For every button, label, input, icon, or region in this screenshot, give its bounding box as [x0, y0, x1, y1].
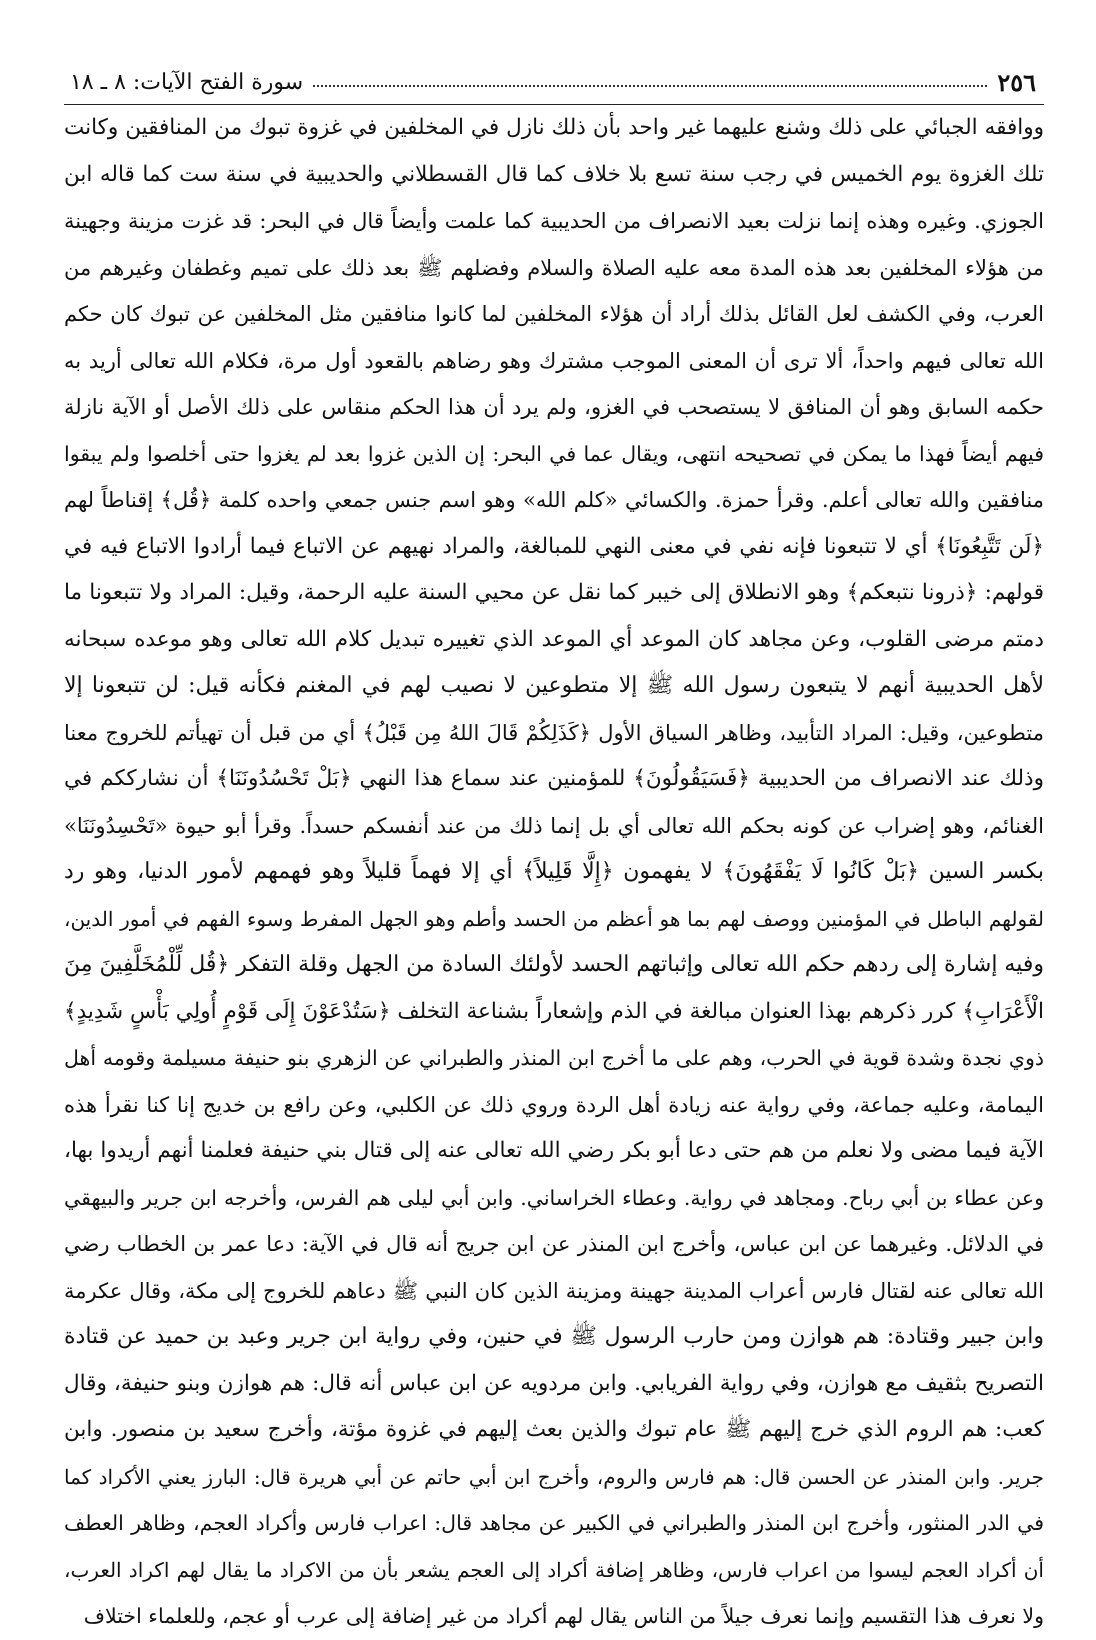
text-line: في الدر المنثور، وأخرج ابن المنذر والطبراني في الكبير عن مجاهد قال: اعراب فارس وأكراد العجم، وظاهر العطف: [64, 1511, 1044, 1535]
text-line: الغنائم، وهو إضراب عن كونه بحكم الله تعالى أي بل إنما ذلك من عند أنفسكم حسداً. وقرأ أبو حيوة «تَحْسِدُونَنَا»: [64, 813, 1044, 838]
book-page: [64, 60, 1044, 1628]
text-line: العرب، وفي الكشف لعل القائل بذلك أراد أن هؤلاء المخلفين لما كانوا منافقين مثل المخلفين عن تبوك كان حكم: [64, 302, 1044, 326]
text-line: الْأَعْرَابِ﴾ كرر ذكرهم بهذا العنوان مبالغة في الذم وإشعاراً بشناعة التخلف ﴿سَتُدْعَوْنَ إِلَى قَوْمٍ أُولِي بَأْسٍ شَدِيدٍ﴾: [64, 998, 1044, 1024]
text-line: كعب: هم الروم الذي خرج إليهم ﷺ عام تبوك والذين بعث إليهم في غزوة مؤتة، وأخرج سعيد بن منصور. وابن: [64, 1417, 1044, 1442]
text-line: ولا نعرف هذا التقسيم وإنما نعرف جيلاً من الناس يقال لهم أكراد من غير إضافة إلى عرب أو عجم، وللعلماء اختلاف: [83, 1604, 1044, 1628]
text-line: الآية فيما مضى ولا نعلم من هم حتى دعا أبو بكر رضي الله تعالى عنه إلى قتال بني حنيفة فعلمنا أنهم أريدوا بها،: [64, 1138, 1044, 1163]
text-line: وفيه إشارة إلى ردهم حكم الله تعالى وإثباتهم الحسد لأولئك السادة من الجهل وقلة التفكر ﴿قُل لِّلْمُخَلَّفِينَ مِنَ: [64, 952, 1044, 977]
text-line: تلك الغزوة يوم الخميس في رجب سنة تسع بلا خلاف كما قال القسطلاني والحديبية في سنة ست كما قاله ابن: [64, 161, 1044, 187]
text-line: حكمه السابق وهو أن المنافق لا يستصحب في الغزو، ولم يرد أن هذا الحكم منقاس على ذلك الأصل أو الآية نازلة: [64, 395, 1044, 419]
text-line: وعن عطاء بن أبي رباح. ومجاهد في رواية. وعطاء الخراساني. وابن أبي ليلى هم الفرس، وأخرجه ابن جرير والبيهقي: [64, 1185, 1044, 1210]
text-line: منافقين والله تعالى أعلم. وقرأ حمزة. والكسائي «كلم الله» وهو اسم جنس جمعي واحده كلمة ﴿قُل﴾ إقناطاً لهم: [64, 488, 1044, 512]
running-header: [64, 60, 1044, 105]
text-line: التصريح بثقيف مع هوازن، وفي رواية الفريابي. وابن مردويه عن ابن عباس أنه قال: هم هوازن وبنو حنيفة، وقال: [64, 1370, 1044, 1396]
text-line: متطوعين، وقيل: المراد التأبيد، وظاهر السياق الأول ﴿كَذَلِكُمْ قَالَ اللهُ مِن قَبْلُ﴾ أي من قبل أن تهيأتم للخروج معنا: [64, 720, 1044, 745]
text-line: بكسر السين ﴿بَلْ كَانُوا لَا يَفْقَهُونَ﴾ لا يفهمون ﴿إِلَّا قَلِيلاً﴾ أي إلا فهماً قليلاً وهو فهمهم لأمور الدنيا، وهو رد: [64, 859, 1044, 884]
text-line: جرير. وابن المنذر عن الحسن قال: هم فارس والروم، وأخرج ابن أبي حاتم عن أبي هريرة قال: البارز يعني الأكراد كما: [64, 1464, 1044, 1489]
text-line: الجوزي. وغيره وهذه إنما نزلت بعيد الانصراف من الحديبية كما علمت وأيضاً قال في البحر: قد غزت مزينة وجهينة: [64, 209, 1044, 233]
text-line: ذوي نجدة وشدة قوية في الحرب، وهم على ما أخرج ابن المنذر والطبراني عن الزهري بنو حنيفة مسيلمة وقومه أهل: [64, 1046, 1044, 1070]
text-line: لقولهم الباطل في المؤمنين ووصف لهم بما هو أعظم من الحسد وأطم وهو الجهل المفرط وسوء الفهم في أمور الدين،: [64, 906, 1044, 931]
text-line: لأهل الحديبية أنهم لا يتبعون رسول الله ﷺ إلا متطوعين لا نصيب لهم في المغنم فكأنه قيل: لن تتبعونا إلا: [64, 673, 1044, 698]
text-line: الله تعالى فيهم واحداً، ألا ترى أن المعنى الموجب مشترك وهو رضاهم بالقعود أول مرة، فكلام الله تعالى أريد به: [64, 348, 1044, 373]
text-line: الله تعالى عنه لقتال فارس أعراب المدينة جهينة ومزينة الذين كان النبي ﷺ دعاهم للخروج إلى مكة، وقال عكرمة: [64, 1278, 1044, 1303]
tafsir-body-text: [64, 105, 1044, 1640]
text-line: فيهم أيضاً فهذا ما يمكن في تصحيحه انتهى، ويقال عما في البحر: إن الذين غزوا بعد لم يغزوا حتى أخلصوا ولم يبقوا: [64, 441, 1044, 466]
chapter-title: سورة الفتح الآيات: ٨ ـ ١٨: [70, 69, 304, 95]
text-line: من هؤلاء المخلفين بعد هذه المدة معه عليه الصلاة والسلام وفضلهم ﷺ بعد ذلك على تميم وغطفان وغيرهم من: [64, 255, 1044, 280]
dotted-leader: [313, 85, 987, 87]
text-line: ﴿لَن تَتَّبِعُونَا﴾ أي لا تتبعونا فإنه نفي في معنى النهي للمبالغة، والمراد نهيهم عن الاتباع فيما أرادوا الاتباع فيه في: [64, 533, 1044, 559]
text-line: وذلك عند الانصراف من الحديبية ﴿فَسَيَقُولُونَ﴾ للمؤمنين عند سماع هذا النهي ﴿بَلْ تَحْسُدُونَنَا﴾ أن نشارككم في: [64, 766, 1044, 791]
text-line: قولهم: ﴿ذرونا نتبعكم﴾ وهو الانطلاق إلى خيبر كما نقل عن محيي السنة عليه الرحمة، وقيل: المراد ولا تتبعونا ما: [64, 580, 1044, 605]
page-number: ٢٥٦: [997, 67, 1036, 97]
text-line: أن أكراد العجم ليسوا من اعراب فارس، وظاهر إضافة أكراد إلى العجم يشعر بأن من الاكراد ما يقال لهم اكراد العرب،: [64, 1557, 1044, 1582]
text-line: دمتم مرضى القلوب، وعن مجاهد كان الموعد أي الموعد الذي تغييره تبديل كلام الله تعالى وهو موعده سبحانه: [64, 626, 1044, 652]
text-line: اليمامة، وعليه جماعة، وفي رواية عنه زيادة أهل الردة وروي ذلك عن الكلبي، وعن رافع بن خديج إنا كنا نقرأ هذه: [64, 1092, 1044, 1117]
text-line: في الدلائل. وغيرهما عن ابن عباس، وأخرج ابن المنذر عن ابن جريج أنه قال في الآية: دعا عمر بن الخطاب رضي: [64, 1232, 1044, 1256]
text-line: وابن جبير وقتادة: هم هوازن ومن حارب الرسول ﷺ في حنين، وفي رواية ابن جرير وعبد بن حميد عن قتادة: [64, 1324, 1044, 1349]
text-line: ووافقه الجبائي على ذلك وشنع عليهما غير واحد بأن ذلك نازل في المخلفين في غزوة تبوك من المنافقين وكانت: [64, 115, 1044, 140]
